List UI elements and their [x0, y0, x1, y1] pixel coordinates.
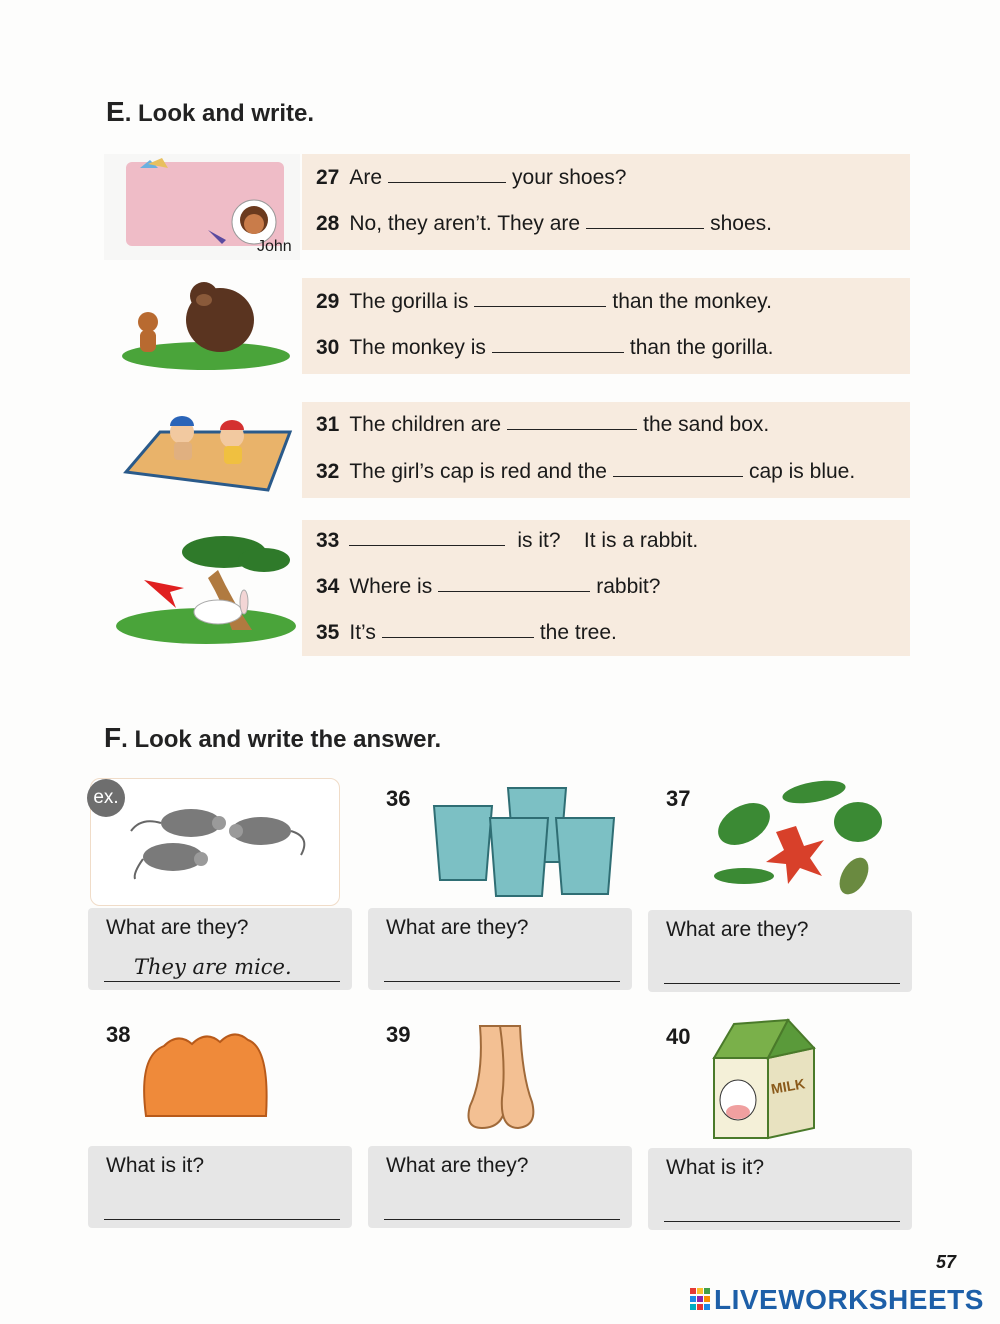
question-text-after: than the gorilla. — [629, 336, 774, 359]
liveworksheets-logo-icon — [690, 1288, 710, 1315]
answer-input-27[interactable] — [388, 168, 510, 190]
answer-input-35[interactable] — [382, 623, 538, 645]
question-number: 30 — [316, 336, 340, 359]
answer-blank-28[interactable] — [586, 212, 704, 229]
glasses-picture — [428, 780, 624, 902]
answer-input-32[interactable] — [613, 462, 747, 484]
question-35 — [316, 621, 617, 645]
answer-line-40[interactable] — [664, 1191, 900, 1222]
question-number: 35 — [316, 621, 340, 644]
question-number: 33 — [316, 529, 340, 552]
question-text-before: The girl’s cap is red and the — [349, 460, 607, 483]
question-text-before: The monkey is — [349, 336, 486, 359]
answer-box-40 — [648, 1148, 912, 1230]
question-text-after: than the monkey. — [612, 290, 772, 313]
bread-picture — [140, 1032, 272, 1122]
answer-box-36 — [368, 908, 632, 990]
question-30 — [316, 336, 774, 360]
question-number: 28 — [316, 212, 340, 235]
question-28 — [316, 212, 772, 236]
question-text-before: Where is — [349, 575, 433, 598]
section-e-title — [106, 96, 314, 128]
answer-question-40: What is it? — [666, 1156, 765, 1179]
answer-input-34[interactable] — [438, 577, 594, 599]
answer-line-39[interactable] — [384, 1189, 620, 1220]
item-number-40: 40 — [666, 1024, 691, 1049]
question-text-before: Are — [349, 166, 383, 189]
answer-blank-33[interactable] — [349, 529, 505, 546]
item-number-37: 37 — [666, 786, 691, 811]
milk-label: MILK — [769, 1075, 807, 1097]
liveworksheets-brand: LIVEWORKSHEETS — [714, 1284, 984, 1315]
question-29 — [316, 290, 772, 314]
answer-blank-31[interactable] — [507, 413, 637, 430]
answer-question-example: What are they? — [106, 916, 249, 939]
question-text-before: The gorilla is — [349, 290, 469, 313]
answer-input-30[interactable] — [492, 338, 628, 360]
item-number-38: 38 — [106, 1022, 131, 1047]
gorilla-monkey-picture — [120, 276, 292, 372]
question-text-after: shoes. — [710, 212, 772, 235]
rabbit-tree-picture — [114, 530, 298, 644]
page-number: 57 — [935, 1252, 956, 1272]
answer-line-36[interactable] — [384, 951, 620, 982]
answer-input-33[interactable] — [349, 531, 509, 553]
answer-box-example — [88, 908, 352, 990]
question-number: 29 — [316, 290, 340, 313]
answer-blank-30[interactable] — [492, 336, 624, 353]
answer-question-37: What are they? — [666, 918, 809, 941]
sandbox-picture — [120, 402, 296, 498]
answer-input-38[interactable] — [104, 1189, 344, 1219]
question-number: 27 — [316, 166, 340, 189]
question-number: 32 — [316, 460, 340, 483]
question-33 — [316, 529, 698, 553]
answer-input-37[interactable] — [664, 953, 904, 983]
question-text-after: rabbit? — [596, 575, 661, 598]
question-number: 34 — [316, 575, 340, 598]
section-f-title-text: . Look and write the answer. — [121, 726, 442, 753]
mice-picture — [91, 779, 339, 905]
example-answer-handwritten: They are mice. — [134, 955, 292, 979]
question-31 — [316, 413, 769, 437]
answer-input-39[interactable] — [384, 1189, 624, 1219]
milk-carton-picture — [708, 1018, 820, 1140]
answer-question-36: What are they? — [386, 916, 529, 939]
answer-blank-34[interactable] — [438, 575, 590, 592]
question-32 — [316, 460, 855, 484]
question-text-before: The children are — [349, 413, 502, 436]
feet-picture — [456, 1022, 568, 1132]
answer-input-29[interactable] — [474, 292, 610, 314]
question-text-before: No, they aren’t. They are — [349, 212, 581, 235]
answer-box-39 — [368, 1146, 632, 1228]
answer-box-38 — [88, 1146, 352, 1228]
answer-input-28[interactable] — [586, 214, 708, 236]
answer-question-39: What are they? — [386, 1154, 529, 1177]
answer-blank-35[interactable] — [382, 621, 534, 638]
section-f-title — [104, 722, 441, 754]
question-text-after: the sand box. — [643, 413, 770, 436]
answer-input-31[interactable] — [507, 415, 641, 437]
answer-blank-32[interactable] — [613, 460, 743, 477]
question-34 — [316, 575, 660, 599]
question-text-after: the tree. — [539, 621, 617, 644]
answer-blank-27[interactable] — [388, 166, 506, 183]
section-e-title-text: . Look and write. — [124, 100, 315, 127]
question-text-after: is it? It is a rabbit. — [517, 529, 699, 552]
leaves-picture — [704, 776, 888, 898]
question-text-after: cap is blue. — [748, 460, 856, 483]
item-number-36: 36 — [386, 786, 411, 811]
question-text-after: your shoes? — [512, 166, 627, 189]
answer-line-37[interactable] — [664, 953, 900, 984]
answer-input-40[interactable] — [664, 1191, 904, 1221]
question-text-before: It’s — [349, 621, 376, 644]
example-picture-card — [90, 778, 340, 906]
question-number: 31 — [316, 413, 340, 436]
answer-blank-29[interactable] — [474, 290, 606, 307]
answer-line-example — [104, 951, 340, 982]
answer-question-38: What is it? — [106, 1154, 205, 1177]
item-number-39: 39 — [386, 1022, 411, 1047]
name-label-john: John — [257, 238, 292, 255]
answer-box-37 — [648, 910, 912, 992]
section-f-letter: F — [104, 722, 122, 753]
section-e-letter: E — [106, 96, 125, 127]
example-badge: ex. — [87, 779, 125, 817]
answer-input-36[interactable] — [384, 951, 624, 981]
answer-line-38[interactable] — [104, 1189, 340, 1220]
question-27 — [316, 166, 626, 190]
